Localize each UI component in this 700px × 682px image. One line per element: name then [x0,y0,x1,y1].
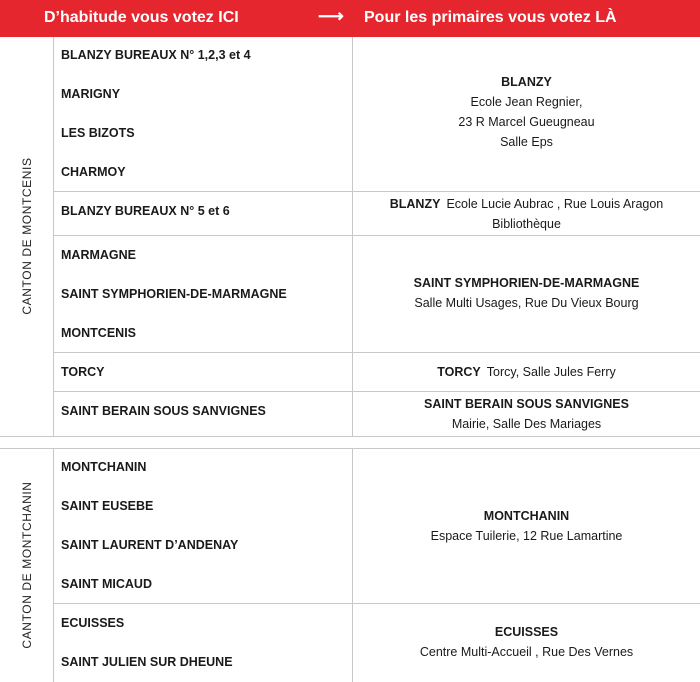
place-name: TORCY [437,365,481,379]
place-address-line: Mairie, Salle Des Mariages [451,417,602,431]
place-name: SAINT SYMPHORIEN-DE-MARMAGNE [413,276,640,290]
place-name: BLANZY [501,75,552,89]
polling-place-ecuisses [353,622,700,662]
canton-montchanin-label: CANTON DE MONTCHANIN [20,481,34,649]
polling-place-montchanin [353,506,700,546]
town-item: BLANZY BUREAUX N° 1,2,3 et 4 [61,48,251,62]
town-item: LES BIZOTS [61,126,135,140]
town-item: SAINT SYMPHORIEN-DE-MARMAGNE [61,287,287,301]
town-item: ECUISSES [61,616,125,630]
place-address-line: Centre Multi-Accueil , Rue Des Vernes [419,645,634,659]
town-item: BLANZY BUREAUX N° 5 et 6 [61,204,230,218]
town-item: MONTCHANIN [61,460,147,474]
polling-place-torcy [353,362,700,382]
place-address-line: Bibliothèque [492,217,561,231]
arrow-right-icon: ⟶ [318,6,344,26]
town-item: CHARMOY [61,165,126,179]
town-item: TORCY [61,365,105,379]
town-item: SAINT LAURENT D’ANDENAY [61,538,239,552]
place-address-line: Ecole Lucie Aubrac , Rue Louis Aragon [446,197,664,211]
section2-top-border [0,448,700,449]
place-name: MONTCHANIN [483,509,570,523]
section1-bottom-border [0,436,700,437]
place-name: SAINT BERAIN SOUS SANVIGNES [424,397,629,411]
town-item: MARMAGNE [61,248,136,262]
town-item: MARIGNY [61,87,121,101]
row-divider [53,603,700,604]
town-item: SAINT BERAIN SOUS SANVIGNES [61,404,266,418]
polling-place-saint-berain [353,394,700,434]
place-address-line: Espace Tuilerie, 12 Rue Lamartine [430,529,623,543]
polling-place-blanzy-5-6 [353,194,700,234]
town-item: SAINT EUSEBE [61,499,154,513]
row-divider [53,235,700,236]
row-divider [53,352,700,353]
town-item: SAINT MICAUD [61,577,152,591]
row-divider [53,391,700,392]
place-address-line: Salle Multi Usages, Rue Du Vieux Bourg [414,296,639,310]
section2-canton-divider [53,448,54,682]
town-item: MONTCENIS [61,326,136,340]
place-address-line: Torcy, Salle Jules Ferry [486,365,616,379]
header-left-label: D’habitude vous votez ICI [44,9,239,26]
section1-canton-divider [53,37,54,436]
place-name: BLANZY [389,197,441,211]
place-address-line: Salle Eps [500,135,553,149]
place-name: ECUISSES [494,625,559,639]
header-bar [0,0,700,37]
town-item: SAINT JULIEN SUR DHEUNE [61,655,233,669]
canton-montcenis-label: CANTON DE MONTCENIS [20,157,34,315]
polling-place-saint-symphorien [353,273,700,313]
header-right-label: Pour les primaires vous votez LÀ [364,9,617,26]
place-address-line: Ecole Jean Regnier, [470,95,583,109]
row-divider [53,191,700,192]
polling-place-blanzy [353,72,700,152]
place-address-line: 23 R Marcel Gueugneau [458,115,595,129]
